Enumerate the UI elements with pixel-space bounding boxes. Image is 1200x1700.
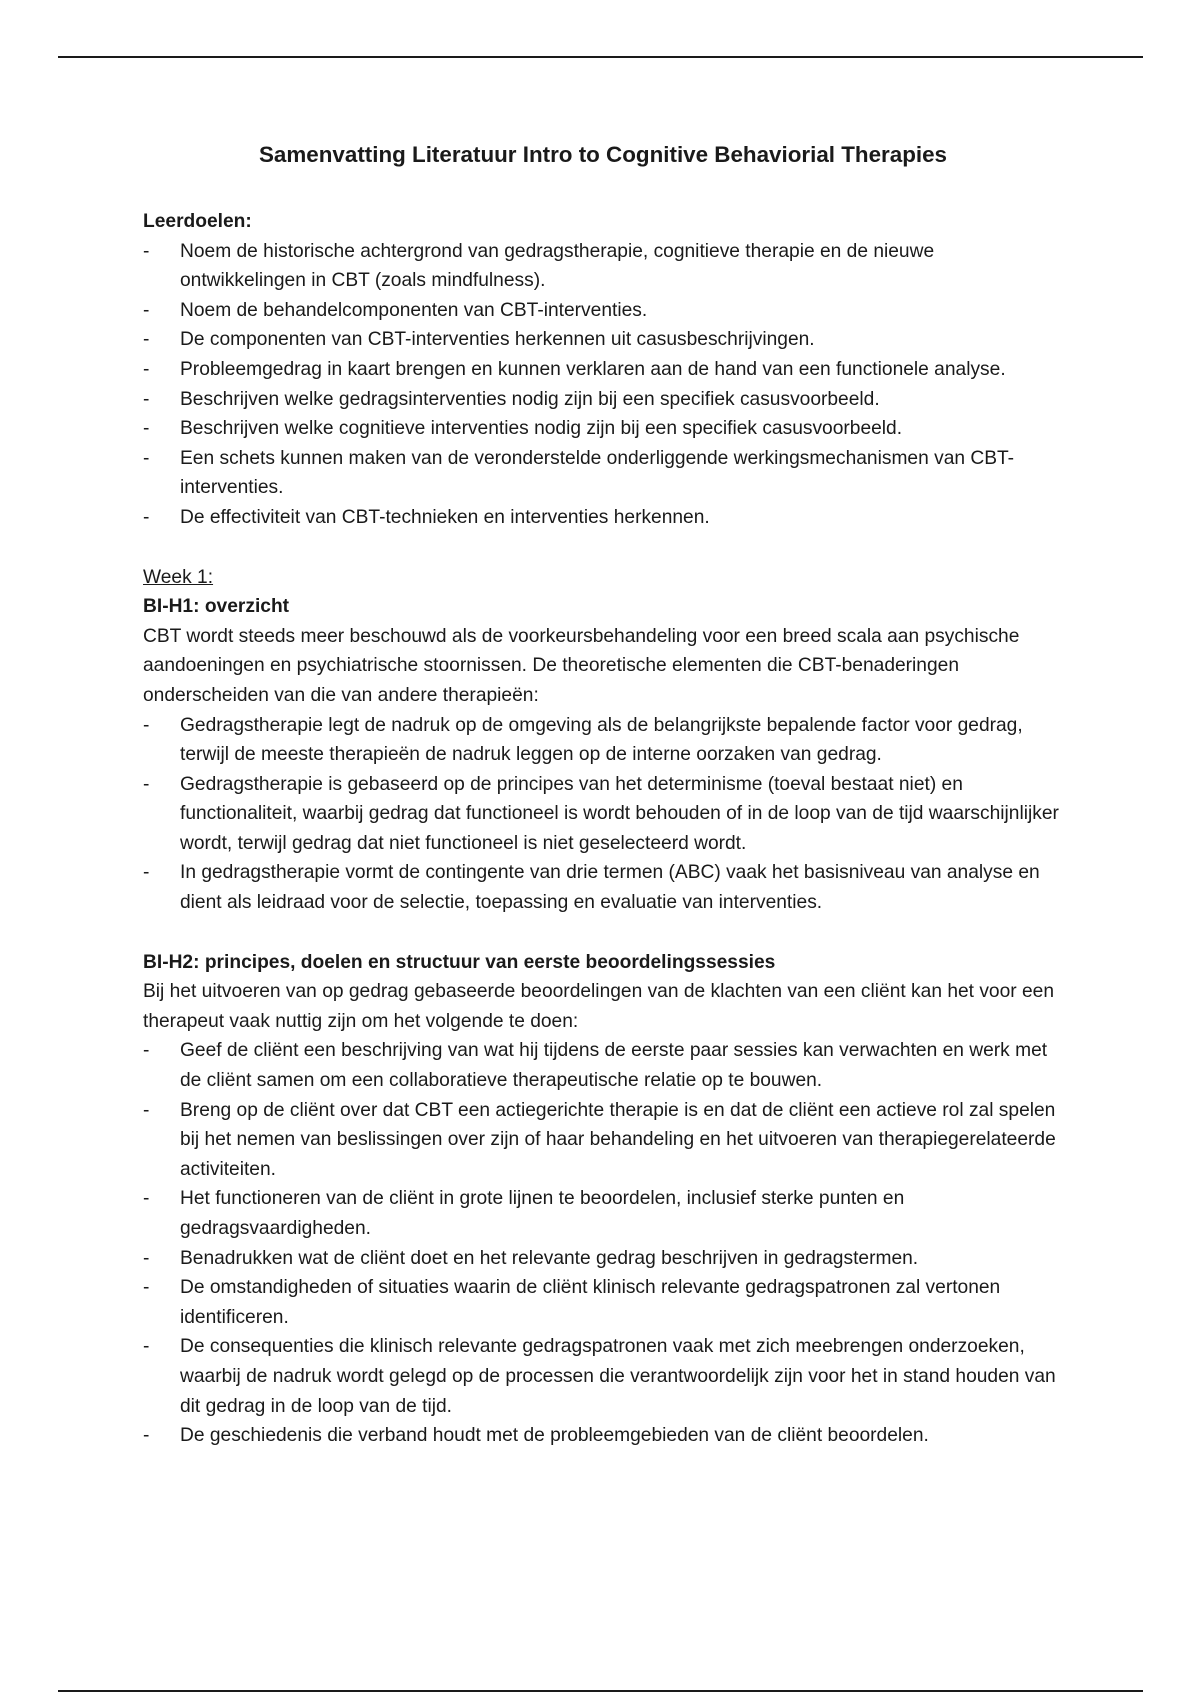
spacer [143,918,1063,948]
list-item: - In gedragstherapie vormt de contingente van drie termen (ABC) vaak het basisniveau van analyse en dient als leidraad voor de selectie, toepassing en evaluatie van interventies. [143,858,1063,917]
list-item: - Benadrukken wat de cliënt doet en het relevante gedrag beschrijven in gedragstermen. [143,1244,1063,1274]
list-item: - De componenten van CBT-interventies herkennen uit casusbeschrijvingen. [143,325,1063,355]
document-body [143,140,1063,1451]
bottom-divider [58,1690,1143,1692]
bi-h1-list [143,711,1063,918]
section-intro-bi-h2: Bij het uitvoeren van op gedrag gebaseerde beoordelingen van de klachten van een cliënt kan het voor een therapeut vaak nuttig zijn om het volgende te doen: [143,981,1054,1032]
list-item: - Een schets kunnen maken van de veronderstelde onderliggende werkingsmechanismen van CBT-interventies. [143,444,1063,503]
list-item: - Geef de cliënt een beschrijving van wat hij tijdens de eerste paar sessies kan verwachten en werk met de cliënt samen om een collaboratieve therapeutische relatie op te bouwen. [143,1036,1063,1095]
list-item: - Noem de behandelcomponenten van CBT-interventies. [143,296,1063,326]
list-item: - Probleemgedrag in kaart brengen en kunnen verklaren aan de hand van een functionele analyse. [143,355,1063,385]
document-title: Samenvatting Literatuur Intro to Cognitive Behaviorial Therapies [258,142,947,167]
list-item: - Gedragstherapie is gebaseerd op de principes van het determinisme (toeval bestaat niet) en functionaliteit, waarbij gedrag dat functioneel is wordt behouden of in de loop van de tijd waarschijnlijker wordt, terwijl gedrag dat niet functioneel is niet geselecteerd wordt. [143,770,1063,859]
list-item: - Het functioneren van de cliënt in grote lijnen te beoordelen, inclusief sterke punten en gedragsvaardigheden. [143,1184,1063,1243]
list-item: - Beschrijven welke cognitieve interventies nodig zijn bij een specifiek casusvoorbeeld. [143,414,1063,444]
learning-goals-list [143,237,1063,533]
section-intro-bi-h1: CBT wordt steeds meer beschouwd als de voorkeursbehandeling voor een breed scala aan psychische aandoeningen en psychiatrische stoornissen. De theoretische elementen die CBT-benaderingen onderscheiden van die van andere therapieën: [143,625,1020,706]
week-label: Week 1: [143,566,214,588]
list-item: - Breng op de cliënt over dat CBT een actiegerichte therapie is en dat de cliënt een actieve rol zal spelen bij het nemen van beslissingen over zijn of haar behandeling en het uitvoeren van therapiegerelateerde activiteiten. [143,1096,1063,1185]
list-item: - De consequenties die klinisch relevante gedragspatronen vaak met zich meebrengen onderzoeken, waarbij de nadruk wordt gelegd op de processen die verantwoordelijk zijn voor het in stand houden van dit gedrag in de loop van de tijd. [143,1332,1063,1421]
top-divider [58,56,1143,58]
section-heading-bi-h2: BI-H2: principes, doelen en structuur van eerste beoordelingssessies [143,951,776,973]
list-item: - Noem de historische achtergrond van gedragstherapie, cognitieve therapie en de nieuwe ontwikkelingen in CBT (zoals mindfulness). [143,237,1063,296]
section-heading-bi-h1: BI-H1: overzicht [143,596,290,618]
list-item: - De effectiviteit van CBT-technieken en interventies herkennen. [143,503,1063,533]
bi-h2-list [143,1036,1063,1450]
list-item: - Beschrijven welke gedragsinterventies nodig zijn bij een specifiek casusvoorbeeld. [143,385,1063,415]
list-item: - De geschiedenis die verband houdt met de probleemgebieden van de cliënt beoordelen. [143,1421,1063,1451]
list-item: - Gedragstherapie legt de nadruk op de omgeving als de belangrijkste bepalende factor voor gedrag, terwijl de meeste therapieën de nadruk leggen op de interne oorzaken van gedrag. [143,711,1063,770]
spacer [143,533,1063,563]
learning-goals-heading: Leerdoelen: [143,211,252,232]
list-item: - De omstandigheden of situaties waarin de cliënt klinisch relevante gedragspatronen zal vertonen identificeren. [143,1273,1063,1332]
